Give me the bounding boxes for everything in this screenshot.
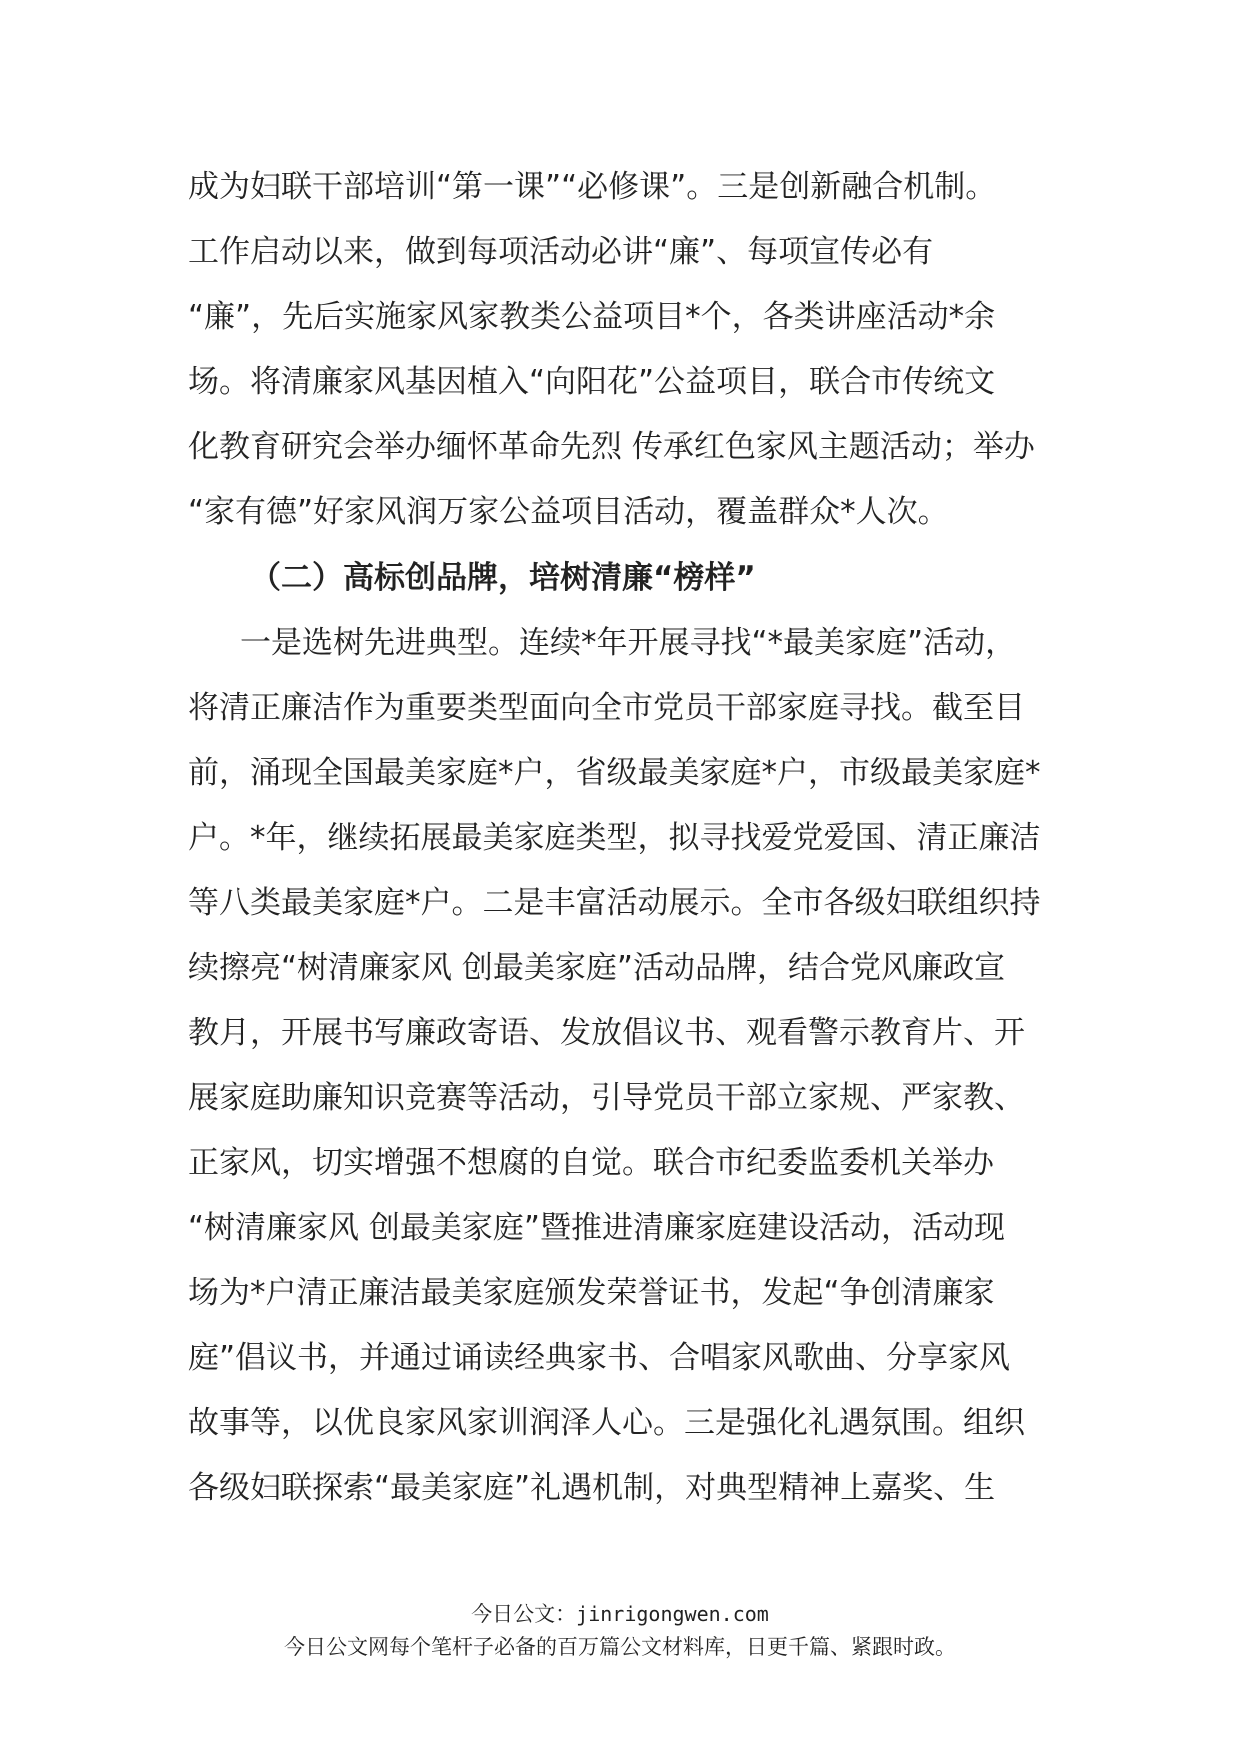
- paragraph-line: 工作启动以来，做到每项活动必讲“廉”、每项宣传必有: [188, 234, 934, 270]
- document-body: [188, 155, 1068, 1521]
- paragraph-line: 故事等，以优良家风家训润泽人心。三是强化礼遇氛围。组织: [188, 1405, 1025, 1441]
- paragraph-line: “廉”，先后实施家风家教类公益项目*个，各类讲座活动*余: [188, 299, 996, 335]
- footer-source: [0, 1598, 1240, 1630]
- paragraph-line: 将清正廉洁作为重要类型面向全市党员干部家庭寻找。截至目: [188, 690, 1025, 726]
- paragraph-line: “树清廉家风 创最美家庭”暨推进清廉家庭建设活动，活动现: [188, 1210, 1005, 1246]
- paragraph-line: 正家风，切实增强不想腐的自觉。联合市纪委监委机关举办: [188, 1145, 994, 1181]
- paragraph-line: “家有德”好家风润万家公益项目活动，覆盖群众*人次。: [188, 494, 949, 530]
- paragraph-line: 教月，开展书写廉政寄语、发放倡议书、观看警示教育片、开: [188, 1015, 1025, 1051]
- paragraph-line: 化教育研究会举办缅怀革命先烈 传承红色家风主题活动；举办: [188, 429, 1035, 465]
- paragraph-line: 展家庭助廉知识竞赛等活动，引导党员干部立家规、严家教、: [188, 1080, 1025, 1116]
- paragraph-line: 成为妇联干部培训“第一课”“必修课”。三是创新融合机制。: [188, 169, 997, 205]
- paragraph-line: 前，涌现全国最美家庭*户，省级最美家庭*户，市级最美家庭*: [188, 755, 1041, 791]
- paragraph-line: 场为*户清正廉洁最美家庭颁发荣誉证书，发起“争创清廉家: [188, 1275, 995, 1311]
- page-footer: [0, 1598, 1240, 1664]
- footer-url-link[interactable]: jinrigongwen.com: [576, 1602, 769, 1626]
- paragraph-line: 各级妇联探索“最美家庭”礼遇机制，对典型精神上嘉奖、生: [188, 1470, 996, 1506]
- paragraph-line: 续擦亮“树清廉家风 创最美家庭”活动品牌，结合党风廉政宣: [188, 950, 1005, 986]
- footer-label: 今日公文：: [471, 1602, 577, 1626]
- paragraph-line: 等八类最美家庭*户。二是丰富活动展示。全市各级妇联组织持: [188, 885, 1041, 921]
- paragraph-line: 庭”倡议书，并通过诵读经典家书、合唱家风歌曲、分享家风: [188, 1340, 1011, 1376]
- paragraph-line: 场。将清廉家风基因植入“向阳花”公益项目，联合市传统文: [188, 364, 996, 400]
- paragraph-line: 一是选树先进典型。连续*年开展寻找“*最美家庭”活动，: [240, 625, 1017, 661]
- footer-slogan: 今日公文网每个笔杆子必备的百万篇公文材料库，日更千篇、紧跟时政。: [284, 1635, 956, 1659]
- section-heading: （二）高标创品牌，培树清廉“榜样”: [250, 560, 756, 596]
- paragraph-line: 户。*年，继续拓展最美家庭类型，拟寻找爱党爱国、清正廉洁: [188, 820, 1041, 856]
